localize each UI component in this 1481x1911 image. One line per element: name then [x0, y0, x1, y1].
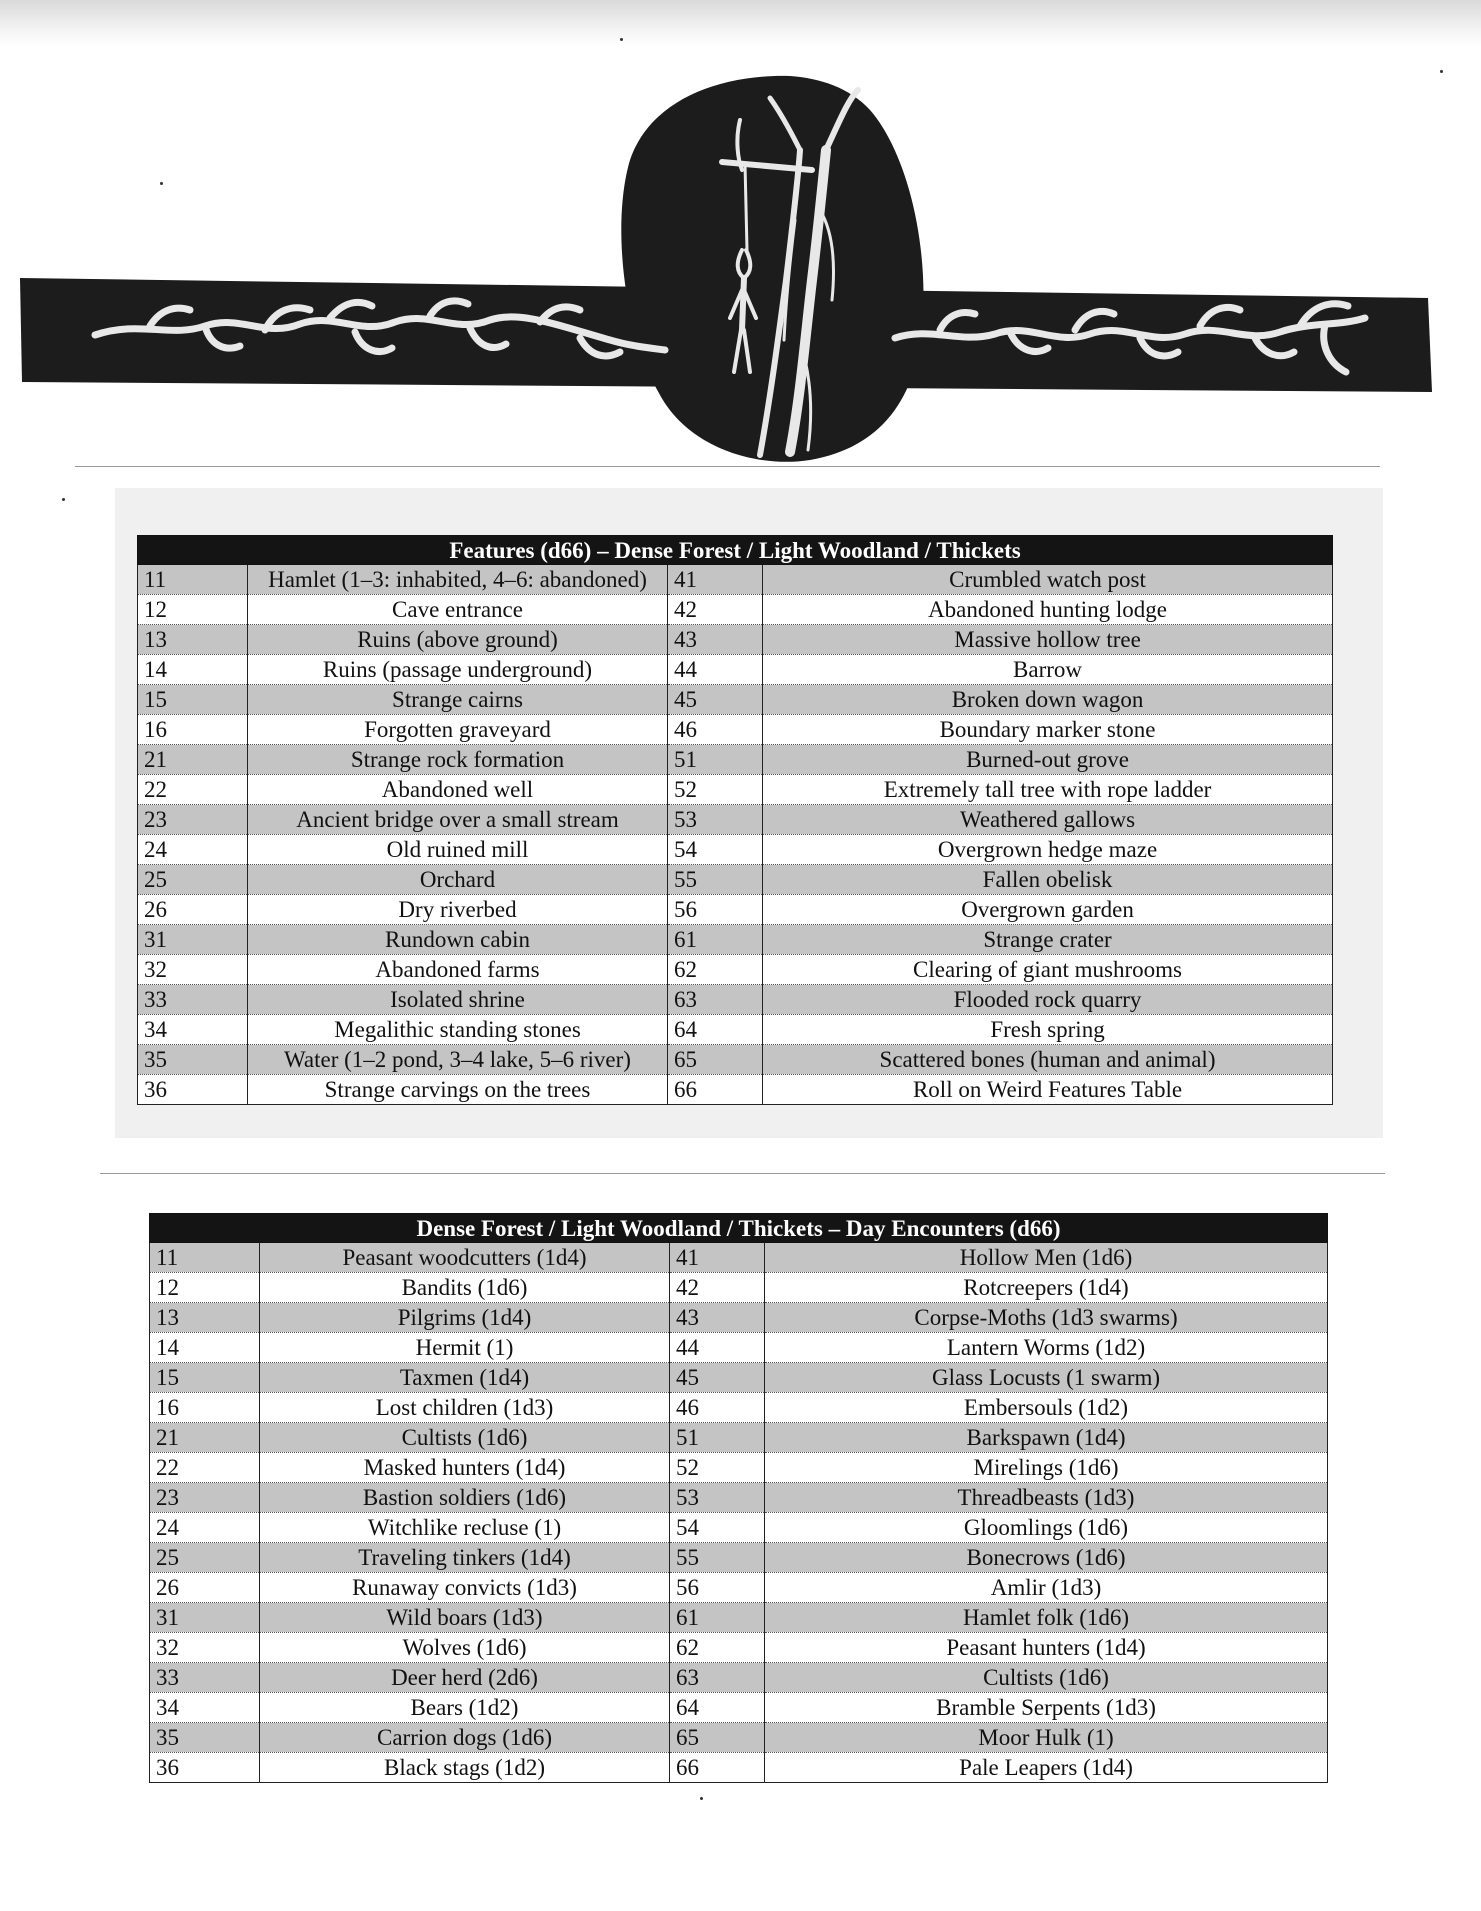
section-divider — [100, 1173, 1385, 1174]
roll-number: 26 — [150, 1573, 260, 1603]
encounters-table — [149, 1213, 1328, 1783]
table-row — [150, 1423, 1328, 1453]
roll-number: 42 — [670, 1273, 765, 1303]
result-text: Hermit (1) — [260, 1333, 670, 1363]
roll-number: 35 — [150, 1723, 260, 1753]
table-row — [138, 775, 1333, 805]
result-text: Cultists (1d6) — [260, 1423, 670, 1453]
roll-number: 56 — [668, 895, 763, 925]
roll-number: 54 — [668, 835, 763, 865]
roll-number: 53 — [670, 1483, 765, 1513]
table-row — [138, 1075, 1333, 1105]
result-text: Strange crater — [763, 925, 1333, 955]
result-text: Bramble Serpents (1d3) — [765, 1693, 1328, 1723]
table-row — [138, 835, 1333, 865]
roll-number: 56 — [670, 1573, 765, 1603]
features-table — [137, 535, 1333, 1105]
result-text: Crumbled watch post — [763, 565, 1333, 595]
result-text: Rundown cabin — [248, 925, 668, 955]
scan-speck — [1440, 70, 1443, 73]
roll-number: 61 — [668, 925, 763, 955]
result-text: Runaway convicts (1d3) — [260, 1573, 670, 1603]
roll-number: 31 — [138, 925, 248, 955]
scan-speck — [160, 182, 163, 185]
roll-number: 64 — [668, 1015, 763, 1045]
roll-number: 26 — [138, 895, 248, 925]
result-text: Hamlet folk (1d6) — [765, 1603, 1328, 1633]
result-text: Peasant woodcutters (1d4) — [260, 1243, 670, 1273]
table-row — [150, 1603, 1328, 1633]
result-text: Ancient bridge over a small stream — [248, 805, 668, 835]
roll-number: 33 — [138, 985, 248, 1015]
result-text: Weathered gallows — [763, 805, 1333, 835]
result-text: Bears (1d2) — [260, 1693, 670, 1723]
roll-number: 15 — [138, 685, 248, 715]
result-text: Lantern Worms (1d2) — [765, 1333, 1328, 1363]
scan-speck — [62, 498, 65, 501]
table-row — [150, 1513, 1328, 1543]
roll-number: 21 — [150, 1423, 260, 1453]
roll-number: 13 — [150, 1303, 260, 1333]
roll-number: 24 — [150, 1513, 260, 1543]
table-row — [150, 1663, 1328, 1693]
result-text: Witchlike recluse (1) — [260, 1513, 670, 1543]
result-text: Abandoned hunting lodge — [763, 595, 1333, 625]
result-text: Peasant hunters (1d4) — [765, 1633, 1328, 1663]
result-text: Threadbeasts (1d3) — [765, 1483, 1328, 1513]
result-text: Abandoned well — [248, 775, 668, 805]
result-text: Wolves (1d6) — [260, 1633, 670, 1663]
roll-number: 24 — [138, 835, 248, 865]
table-row — [138, 1015, 1333, 1045]
roll-number: 23 — [138, 805, 248, 835]
roll-number: 15 — [150, 1363, 260, 1393]
result-text: Gloomlings (1d6) — [765, 1513, 1328, 1543]
roll-number: 45 — [670, 1363, 765, 1393]
roll-number: 52 — [668, 775, 763, 805]
scan-speck — [620, 38, 623, 41]
roll-number: 55 — [668, 865, 763, 895]
result-text: Barrow — [763, 655, 1333, 685]
result-text: Ruins (above ground) — [248, 625, 668, 655]
roll-number: 41 — [670, 1243, 765, 1273]
result-text: Bastion soldiers (1d6) — [260, 1483, 670, 1513]
result-text: Glass Locusts (1 swarm) — [765, 1363, 1328, 1393]
roll-number: 16 — [138, 715, 248, 745]
roll-number: 46 — [668, 715, 763, 745]
result-text: Dry riverbed — [248, 895, 668, 925]
result-text: Flooded rock quarry — [763, 985, 1333, 1015]
roll-number: 11 — [138, 565, 248, 595]
table-row — [150, 1363, 1328, 1393]
table-row — [150, 1333, 1328, 1363]
result-text: Burned-out grove — [763, 745, 1333, 775]
roll-number: 11 — [150, 1243, 260, 1273]
table-row — [138, 955, 1333, 985]
roll-number: 43 — [668, 625, 763, 655]
result-text: Moor Hulk (1) — [765, 1723, 1328, 1753]
table-row — [150, 1303, 1328, 1333]
result-text: Massive hollow tree — [763, 625, 1333, 655]
roll-number: 62 — [670, 1633, 765, 1663]
roll-number: 32 — [138, 955, 248, 985]
result-text: Taxmen (1d4) — [260, 1363, 670, 1393]
result-text: Boundary marker stone — [763, 715, 1333, 745]
roll-number: 23 — [150, 1483, 260, 1513]
result-text: Old ruined mill — [248, 835, 668, 865]
roll-number: 43 — [670, 1303, 765, 1333]
roll-number: 64 — [670, 1693, 765, 1723]
result-text: Cultists (1d6) — [765, 1663, 1328, 1693]
roll-number: 32 — [150, 1633, 260, 1663]
result-text: Overgrown hedge maze — [763, 835, 1333, 865]
result-text: Clearing of giant mushrooms — [763, 955, 1333, 985]
table-row — [138, 655, 1333, 685]
result-text: Amlir (1d3) — [765, 1573, 1328, 1603]
result-text: Fallen obelisk — [763, 865, 1333, 895]
result-text: Abandoned farms — [248, 955, 668, 985]
result-text: Pale Leapers (1d4) — [765, 1753, 1328, 1783]
result-text: Orchard — [248, 865, 668, 895]
result-text: Broken down wagon — [763, 685, 1333, 715]
roll-number: 51 — [668, 745, 763, 775]
scan-speck — [700, 1797, 703, 1800]
result-text: Embersouls (1d2) — [765, 1393, 1328, 1423]
roll-number: 44 — [670, 1333, 765, 1363]
encounters-table-title: Dense Forest / Light Woodland / Thickets – Day Encounters (d66) — [150, 1214, 1328, 1243]
result-text: Bonecrows (1d6) — [765, 1543, 1328, 1573]
result-text: Water (1–2 pond, 3–4 lake, 5–6 river) — [248, 1045, 668, 1075]
roll-number: 46 — [670, 1393, 765, 1423]
roll-number: 34 — [150, 1693, 260, 1723]
roll-number: 34 — [138, 1015, 248, 1045]
roll-number: 65 — [670, 1723, 765, 1753]
table-row — [138, 745, 1333, 775]
roll-number: 41 — [668, 565, 763, 595]
roll-number: 42 — [668, 595, 763, 625]
table-row — [138, 925, 1333, 955]
result-text: Isolated shrine — [248, 985, 668, 1015]
result-text: Strange rock formation — [248, 745, 668, 775]
result-text: Roll on Weird Features Table — [763, 1075, 1333, 1105]
table-row — [138, 625, 1333, 655]
result-text: Corpse-Moths (1d3 swarms) — [765, 1303, 1328, 1333]
section-divider — [75, 466, 1380, 467]
result-text: Fresh spring — [763, 1015, 1333, 1045]
result-text: Rotcreepers (1d4) — [765, 1273, 1328, 1303]
result-text: Scattered bones (human and animal) — [763, 1045, 1333, 1075]
table-row — [150, 1573, 1328, 1603]
table-row — [138, 595, 1333, 625]
roll-number: 36 — [150, 1753, 260, 1783]
roll-number: 25 — [150, 1543, 260, 1573]
table-row — [150, 1453, 1328, 1483]
roll-number: 22 — [138, 775, 248, 805]
result-text: Black stags (1d2) — [260, 1753, 670, 1783]
roll-number: 12 — [138, 595, 248, 625]
result-text: Bandits (1d6) — [260, 1273, 670, 1303]
roll-number: 44 — [668, 655, 763, 685]
table-row — [138, 565, 1333, 595]
roll-number: 66 — [668, 1075, 763, 1105]
table-row — [150, 1543, 1328, 1573]
roll-number: 21 — [138, 745, 248, 775]
result-text: Strange carvings on the trees — [248, 1075, 668, 1105]
table-row — [138, 715, 1333, 745]
table-row — [138, 1045, 1333, 1075]
roll-number: 45 — [668, 685, 763, 715]
roll-number: 63 — [670, 1663, 765, 1693]
result-text: Masked hunters (1d4) — [260, 1453, 670, 1483]
roll-number: 12 — [150, 1273, 260, 1303]
table-row — [138, 685, 1333, 715]
result-text: Hamlet (1–3: inhabited, 4–6: abandoned) — [248, 565, 668, 595]
result-text: Forgotten graveyard — [248, 715, 668, 745]
roll-number: 36 — [138, 1075, 248, 1105]
table-row — [150, 1243, 1328, 1273]
result-text: Hollow Men (1d6) — [765, 1243, 1328, 1273]
roll-number: 13 — [138, 625, 248, 655]
table-row — [150, 1273, 1328, 1303]
result-text: Lost children (1d3) — [260, 1393, 670, 1423]
table-row — [138, 865, 1333, 895]
roll-number: 53 — [668, 805, 763, 835]
roll-number: 55 — [670, 1543, 765, 1573]
result-text: Overgrown garden — [763, 895, 1333, 925]
table-row — [150, 1693, 1328, 1723]
roll-number: 52 — [670, 1453, 765, 1483]
hanged-man-tree-woodcut-icon — [0, 0, 1481, 470]
result-text: Cave entrance — [248, 595, 668, 625]
table-row — [138, 805, 1333, 835]
result-text: Traveling tinkers (1d4) — [260, 1543, 670, 1573]
roll-number: 25 — [138, 865, 248, 895]
features-table-title: Features (d66) – Dense Forest / Light Woodland / Thickets — [138, 536, 1333, 565]
result-text: Barkspawn (1d4) — [765, 1423, 1328, 1453]
result-text: Carrion dogs (1d6) — [260, 1723, 670, 1753]
result-text: Mirelings (1d6) — [765, 1453, 1328, 1483]
result-text: Megalithic standing stones — [248, 1015, 668, 1045]
roll-number: 66 — [670, 1753, 765, 1783]
roll-number: 14 — [138, 655, 248, 685]
result-text: Wild boars (1d3) — [260, 1603, 670, 1633]
table-row — [138, 985, 1333, 1015]
table-row — [150, 1753, 1328, 1783]
roll-number: 61 — [670, 1603, 765, 1633]
result-text: Pilgrims (1d4) — [260, 1303, 670, 1333]
result-text: Deer herd (2d6) — [260, 1663, 670, 1693]
roll-number: 22 — [150, 1453, 260, 1483]
roll-number: 54 — [670, 1513, 765, 1543]
table-row — [138, 895, 1333, 925]
result-text: Strange cairns — [248, 685, 668, 715]
roll-number: 65 — [668, 1045, 763, 1075]
roll-number: 35 — [138, 1045, 248, 1075]
roll-number: 62 — [668, 955, 763, 985]
roll-number: 14 — [150, 1333, 260, 1363]
table-row — [150, 1723, 1328, 1753]
roll-number: 16 — [150, 1393, 260, 1423]
table-row — [150, 1483, 1328, 1513]
table-row — [150, 1393, 1328, 1423]
roll-number: 31 — [150, 1603, 260, 1633]
roll-number: 33 — [150, 1663, 260, 1693]
table-row — [150, 1633, 1328, 1663]
roll-number: 63 — [668, 985, 763, 1015]
result-text: Ruins (passage underground) — [248, 655, 668, 685]
roll-number: 51 — [670, 1423, 765, 1453]
result-text: Extremely tall tree with rope ladder — [763, 775, 1333, 805]
